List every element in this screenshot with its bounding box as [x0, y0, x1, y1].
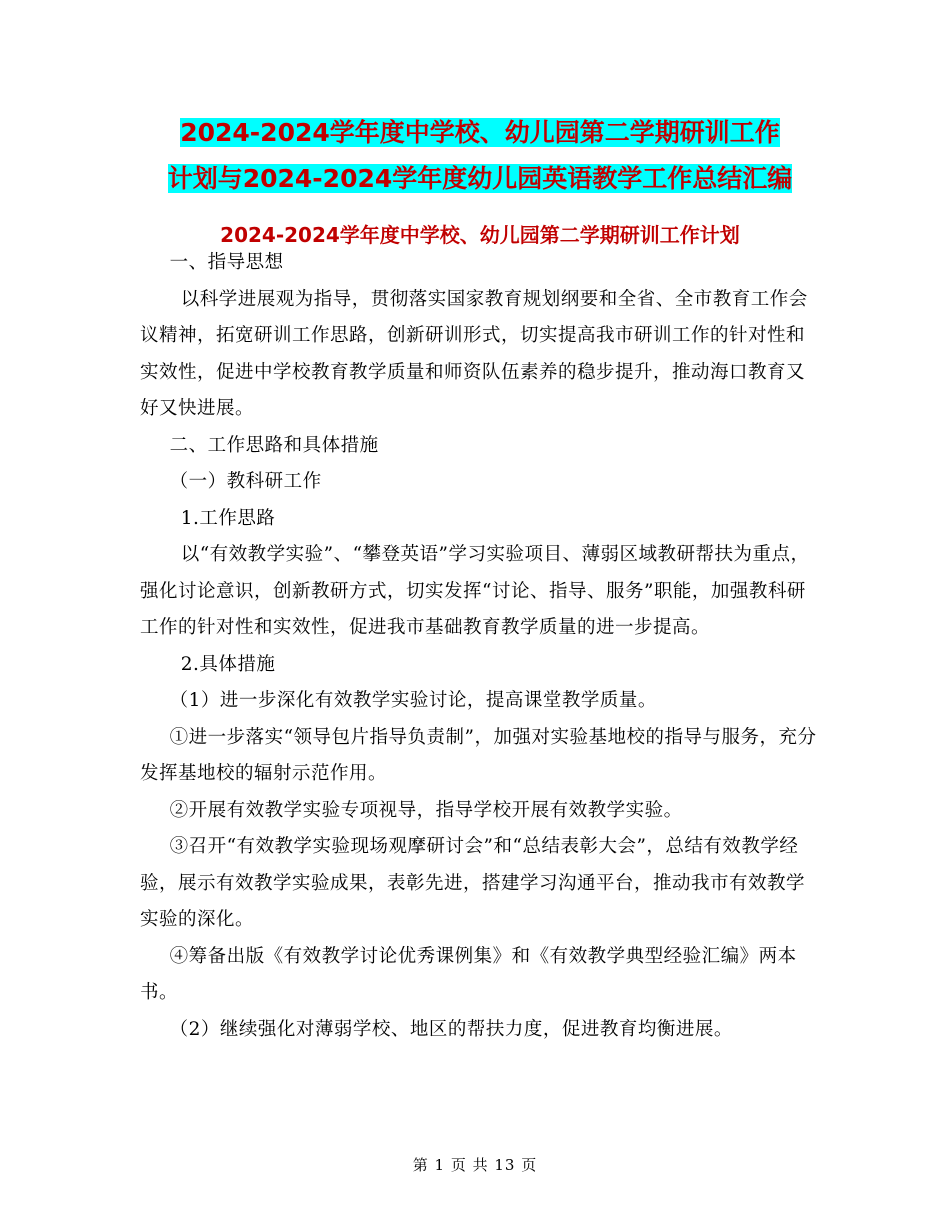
- title-line-1: 2024-2024学年度中学校、幼儿园第二学期研训工作: [180, 118, 780, 147]
- heading-measures: 2.具体措施: [180, 653, 276, 675]
- list-item: ②开展有效教学实验专项视导，指导学校开展有效教学实验。: [169, 799, 683, 821]
- page-footer: 第 1 页 共 13 页: [412, 1156, 538, 1174]
- document-body: [140, 245, 820, 1048]
- list-item: ③召开“有效教学实验现场观摩研讨会”和“总结表彰大会”，总结有效教学经验，展示有效教学实验成果，表彰先进，搭建学习沟通平台，推动我市有效教学实验的深化。: [140, 836, 806, 930]
- heading-ideas: 1.工作思路: [180, 507, 276, 529]
- heading-work-ideas: 二、工作思路和具体措施: [169, 434, 379, 456]
- paragraph: 以“有效教学实验”、“攀登英语”学习实验项目、薄弱区域教研帮扶为重点，强化讨论意识，创新教研方式，切实发挥“讨论、指导、服务”职能，加强教科研工作的针对性和实效性，促进我市基础教育教学质量的进一步提高。: [140, 544, 810, 638]
- list-item: ①进一步落实“领导包片指导负责制”，加强对实验基地校的指导与服务，充分发挥基地校的辐射示范作用。: [140, 726, 817, 784]
- document-title: [140, 110, 820, 202]
- title-line-2: 计划与2024-2024学年度幼儿园英语教学工作总结汇编: [167, 164, 793, 193]
- list-item: （2）继续强化对薄弱学校、地区的帮扶力度，促进教育均衡进展。: [169, 1018, 733, 1040]
- section-title: 2024-2024学年度中学校、幼儿园第二学期研训工作计划: [220, 223, 740, 247]
- paragraph: 以科学进展观为指导，贯彻落实国家教育规划纲要和全省、全市教育工作会议精神，拓宽研训工作思路，创新研训形式，切实提高我市研训工作的针对性和实效性，促进中学校教育教学质量和师资队伍素养的稳步提升，推动海口教育又好又快进展。: [140, 288, 808, 419]
- heading-guiding-thought: 一、指导思想: [169, 252, 284, 273]
- heading-research-work: （一）教科研工作: [169, 471, 322, 492]
- list-item: （1）进一步深化有效教学实验讨论，提高课堂教学质量。: [169, 690, 657, 711]
- list-item: ④筹备出版《有效教学讨论优秀课例集》和《有效教学典型经验汇编》两本书。: [140, 945, 797, 1003]
